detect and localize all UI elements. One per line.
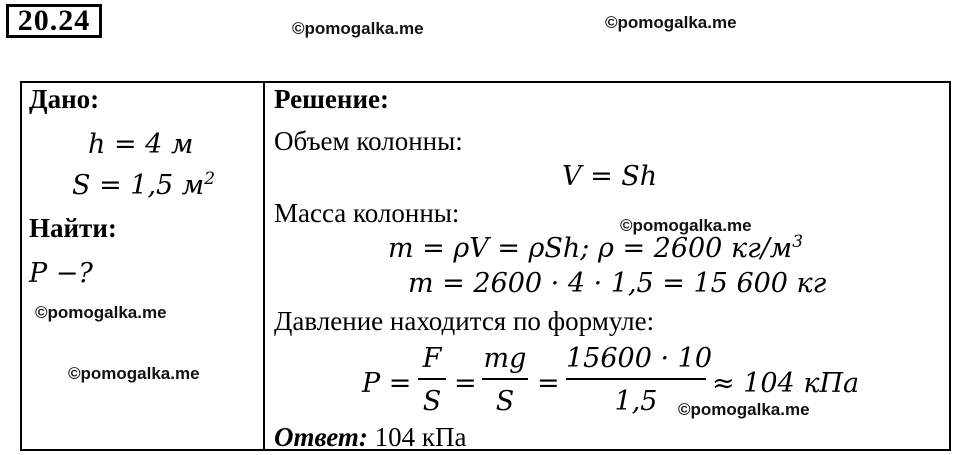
watermark: ©pomogalka.me	[620, 216, 752, 235]
fraction-f-over-s: F S	[418, 345, 446, 415]
solution-heading: Решение:	[274, 84, 389, 114]
equals-sign: =	[537, 368, 560, 399]
given-area: S = 1,5 $м^2$	[72, 169, 216, 201]
mass-formula: m = ρV = ρSh; ρ = 2600 $кг/м^3$	[388, 232, 804, 264]
mass-calculation: m = 2600 · 4 · 1,5 = 15 600 кг	[408, 268, 827, 299]
watermark: ©pomogalka.me	[678, 400, 810, 419]
pressure-lhs: P =	[362, 368, 412, 399]
answer-line: Ответ: 104 кПа	[274, 422, 467, 452]
find-value: P −?	[29, 258, 93, 289]
find-heading: Найти:	[29, 213, 117, 243]
fraction-numeric: 15600 · 10 1,5	[566, 343, 712, 417]
column-divider	[263, 81, 265, 451]
watermark: ©pomogalka.me	[605, 13, 737, 32]
watermark: ©pomogalka.me	[68, 364, 200, 383]
pressure-result: ≈ 104 кПа	[712, 368, 860, 399]
mass-label: Масса колонны:	[274, 198, 460, 228]
watermark: ©pomogalka.me	[292, 19, 424, 38]
given-height: h = 4 м	[88, 129, 194, 160]
fraction-mg-over-s: mg S	[483, 343, 527, 417]
volume-label: Объем колонны:	[274, 126, 463, 156]
watermark: ©pomogalka.me	[35, 303, 167, 322]
pressure-label: Давление находится по формуле:	[274, 306, 655, 336]
problem-number: 20.24	[6, 4, 102, 38]
volume-formula: V = Sh	[562, 161, 658, 192]
given-heading: Дано:	[29, 84, 100, 114]
equals-sign: =	[454, 368, 477, 399]
